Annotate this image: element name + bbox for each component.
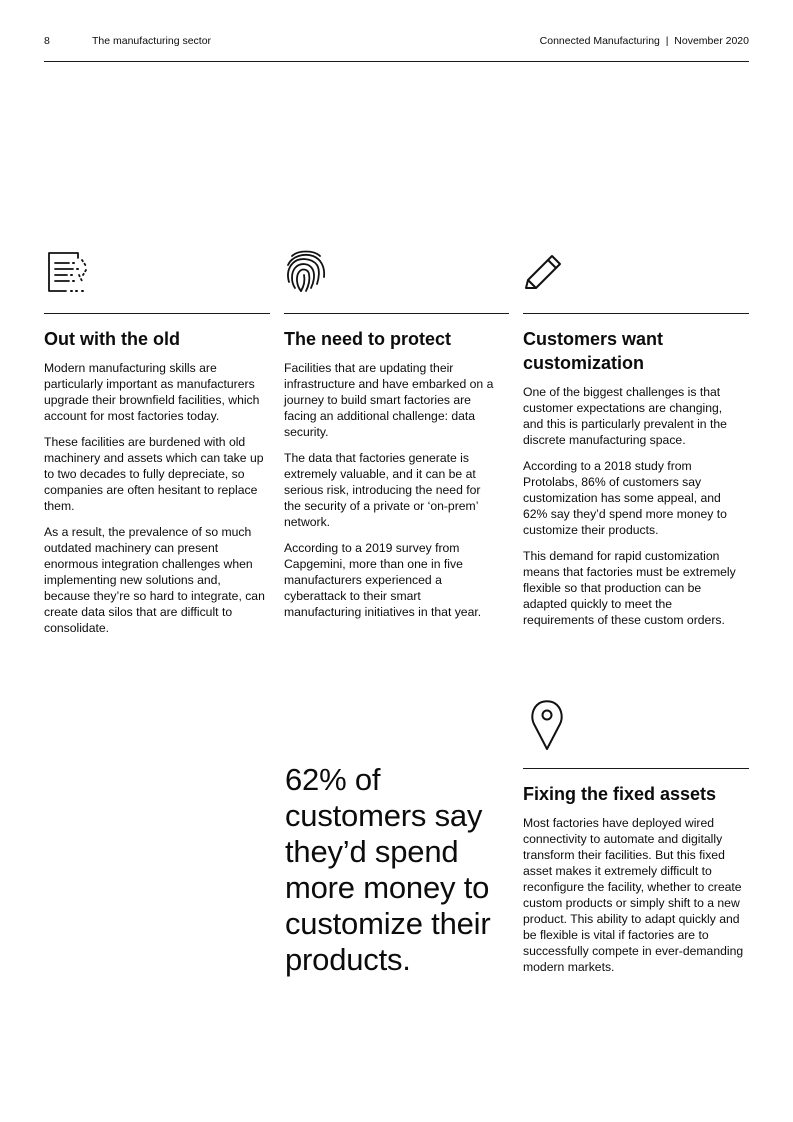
section-name: The manufacturing sector: [92, 35, 212, 47]
column-paragraph: One of the biggest challenges is that customer expectations are changing, and this is particularly prevalent in the discrete manufacturing space.: [523, 385, 727, 447]
column-out-with-the-old: [44, 327, 270, 646]
page-number: 8: [44, 35, 50, 47]
column-paragraph: Most factories have deployed wired connectivity to automate and digitally transform their facilities. But this fixed asset makes it extremely difficult to reconfigure the facility, whether to create custom products or simply shift to a new product. This ability to adapt quickly and be flexible is vital if factories are to successfully compete in ever-demanding modern markets.: [523, 816, 744, 974]
column-paragraph: This demand for rapid customization means that factories must be extremely flexible so that production can be adapted quickly to meet the requirements of these custom orders.: [523, 549, 736, 627]
document-title: Connected Manufacturing | November 2020: [539, 35, 749, 47]
column-paragraph: According to a 2018 study from Protolabs, 86% of customers say customization has some appeal, and 62% say they’d spend more money to customize their products.: [523, 459, 727, 537]
column-rule: [284, 313, 509, 314]
column-rule: [44, 313, 270, 314]
column-paragraph: As a result, the prevalence of so much outdated machinery can present enormous integration challenges when implementing new solutions and, because they’re so hard to integrate, can create data silos that are difficult to consolidate.: [44, 525, 265, 635]
document-list-icon: [46, 248, 92, 294]
column-the-need-to-protect: [284, 327, 494, 630]
pencil-icon: [522, 250, 568, 292]
column-paragraph: The data that factories generate is extremely valuable, and it can be at serious risk, introducing the need for the security of a private or ‘on-prem’ network.: [284, 451, 481, 529]
column-heading: Out with the old: [44, 329, 180, 349]
column-heading: Customers want customization: [523, 329, 664, 373]
column-fixing-the-fixed-assets: [523, 782, 751, 985]
column-rule: [523, 768, 749, 769]
column-rule: [523, 313, 749, 314]
column-heading: The need to protect: [284, 329, 452, 349]
page-header: [44, 30, 749, 62]
column-paragraph: According to a 2019 survey from Capgemini, more than one in five manufacturers experienced a cyberattack to their smart manufacturing initiatives in that year.: [284, 541, 482, 619]
column-heading: Fixing the fixed assets: [523, 784, 717, 804]
column-paragraph: Modern manufacturing skills are particularly important as manufacturers upgrade their brownfield facilities, which account for most factories today.: [44, 361, 260, 423]
fingerprint-icon: [284, 247, 328, 295]
location-pin-icon: [530, 698, 564, 752]
column-paragraph: Facilities that are updating their infrastructure and have embarked on a journey to build smart factories are facing an additional challenge: data security.: [284, 361, 494, 439]
column-paragraph: These facilities are burdened with old machinery and assets which can take up to two decades to fully depreciate, so companies are often hesitant to replace them.: [44, 435, 264, 513]
pull-quote: 62% of customers say they’d spend more money to customize their products.: [285, 762, 491, 977]
column-customers-want-customization: [523, 327, 743, 638]
